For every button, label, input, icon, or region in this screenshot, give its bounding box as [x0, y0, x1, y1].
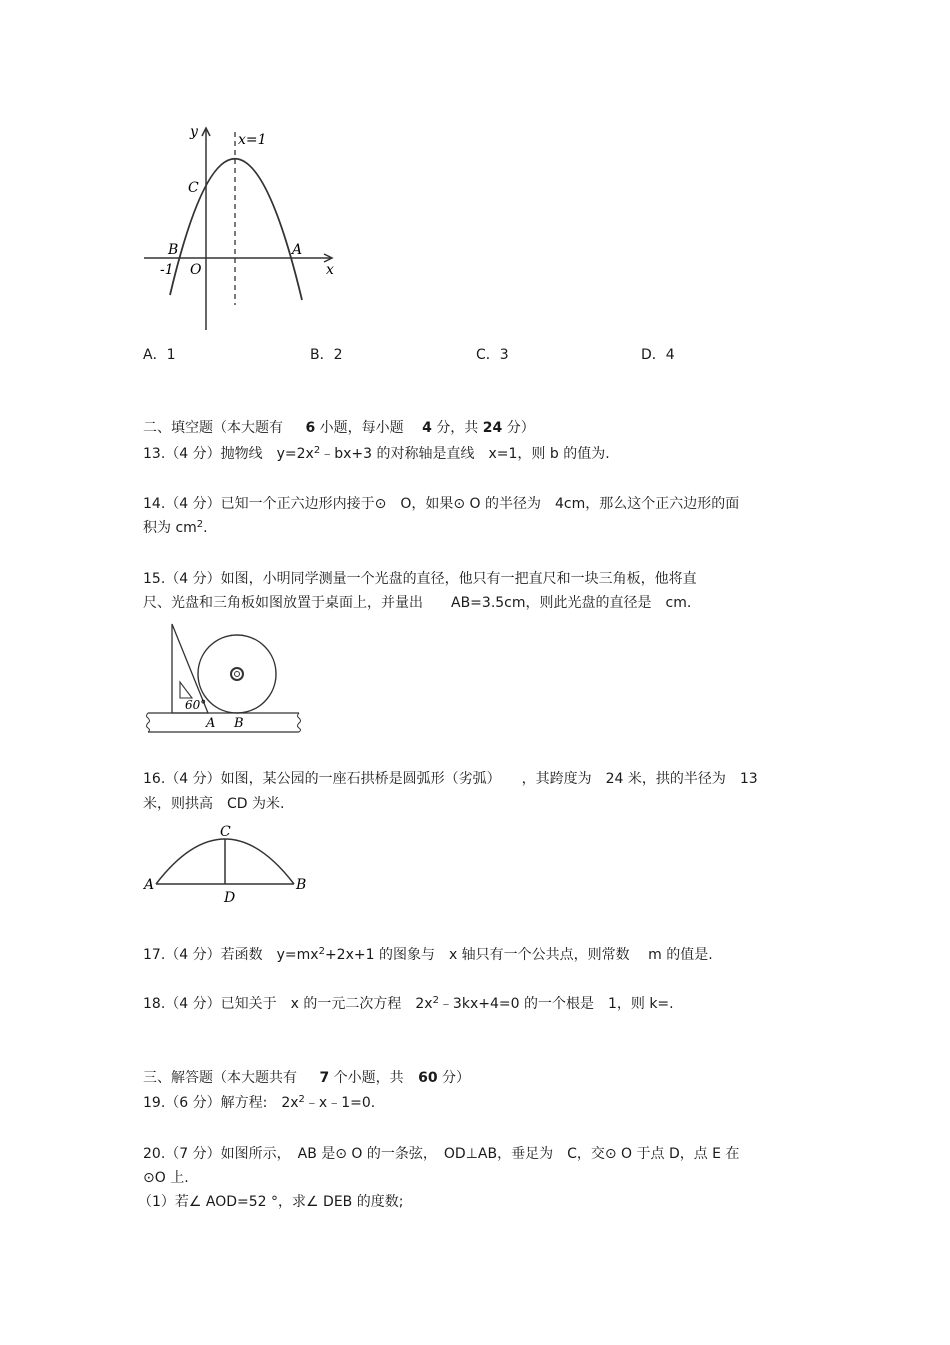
question-17	[143, 946, 713, 964]
section3-post: 分）	[442, 1070, 471, 1086]
q14-exponent: 2	[196, 519, 204, 530]
q19-pre: 19.（6 分）解方程: 2x	[143, 1095, 299, 1111]
q17-exponent: 2	[318, 946, 325, 957]
question-20-line1: 20.（7 分）如图所示， AB 是⊙ O 的一条弦， OD⊥AB，垂足为 C，交⊙ O 于点 D，点 E 在	[143, 1146, 740, 1162]
question-15-line2: 尺、光盘和三角板如图放置于桌面上，并量出 AB=3.5cm，则此光盘的直径是 cm.	[143, 595, 692, 611]
option-d: D．4	[641, 347, 675, 363]
question-20-line2: ⊙O 上.	[143, 1170, 189, 1186]
section2-post: 分）	[506, 420, 535, 436]
disc-hole-inner	[235, 672, 240, 677]
question-14-line1: 14.（4 分）已知一个正六边形内接于⊙ O，如果⊙ O 的半径为 4cm，那么这个正六边形的面	[143, 496, 740, 512]
q13-post: ﹣bx+3 的对称轴是直线 x=1，则 b 的值为.	[320, 446, 610, 462]
q17-post: +2x+1 的图象与 x 轴只有一个公共点，则常数 m 的值是.	[324, 947, 713, 963]
question-20-part1: （1）若∠ AOD=52 °，求∠ DEB 的度数;	[138, 1194, 404, 1210]
section2-mid2: 分，共	[436, 420, 479, 436]
ruler-right-edge	[298, 713, 301, 732]
section3-heading	[143, 1069, 470, 1087]
section2-heading	[143, 419, 535, 437]
y-label: y	[190, 124, 198, 140]
question-16-line2: 米，则拱高 CD 为米.	[143, 796, 285, 812]
q18-exponent: 2	[432, 995, 439, 1006]
section3-pre: 三、解答题（本大题共有	[143, 1070, 297, 1086]
point-c-label: C	[188, 180, 199, 196]
option-c: C．3	[476, 347, 509, 363]
section2-pre: 二、填空题（本大题有	[143, 420, 283, 436]
q18-post: ﹣3kx+4=0 的一个根是 1，则 k=.	[438, 996, 674, 1012]
arch-point-d: D	[224, 890, 236, 906]
arch-point-c: C	[220, 824, 231, 840]
arch-figure	[140, 820, 315, 910]
parabola-figure	[140, 120, 350, 335]
question-18	[143, 995, 674, 1013]
section2-each: 4	[422, 420, 432, 436]
section3-count: 7	[319, 1070, 330, 1086]
q13-pre: 13.（4 分）抛物线 y=2x	[143, 446, 314, 462]
section2-mid1: 小题，每小题	[319, 420, 404, 436]
x-label: x	[326, 262, 334, 278]
option-a: A．1	[143, 347, 176, 363]
q19-exponent: 2	[298, 1094, 305, 1105]
symmetry-label: x=1	[238, 132, 267, 148]
disc-outer	[198, 635, 276, 713]
section2-total: 24	[482, 420, 503, 436]
section3-total: 60	[418, 1070, 438, 1086]
arch-point-a: A	[144, 877, 155, 893]
q19-post: ﹣x﹣1=0.	[304, 1095, 376, 1111]
q18-pre: 18.（4 分）已知关于 x 的一元二次方程 2x	[143, 996, 433, 1012]
triangle-inner	[180, 682, 192, 698]
q14-line2-post: .	[203, 520, 208, 536]
q17-pre: 17.（4 分）若函数 y=mx	[143, 947, 319, 963]
disc-hole-outer	[231, 668, 243, 680]
q13-exponent: 2	[313, 445, 321, 456]
question-19	[143, 1094, 375, 1112]
neg-one-label: -1	[160, 262, 174, 278]
arch-point-b: B	[296, 877, 307, 893]
disc-point-a: A	[206, 716, 216, 731]
question-14-line2	[143, 519, 208, 537]
ruler-left-edge	[147, 713, 150, 732]
option-b: B．2	[310, 347, 343, 363]
question-13	[143, 445, 610, 463]
section3-mid: 个小题，共	[333, 1070, 404, 1086]
origin-label: O	[190, 262, 202, 278]
angle-label: 60°	[185, 698, 207, 712]
disc-figure	[142, 620, 307, 738]
disc-point-b: B	[234, 716, 244, 731]
question-16-line1: 16.（4 分）如图，某公园的一座石拱桥是圆弧形（劣弧） ，其跨度为 24 米，拱的半径为 13	[143, 771, 758, 787]
question-15-line1: 15.（4 分）如图，小明同学测量一个光盘的直径，他只有一把直尺和一块三角板，他将直	[143, 571, 697, 587]
point-b-label: B	[168, 242, 179, 258]
point-a-label: A	[292, 242, 303, 258]
section2-count: 6	[305, 420, 316, 436]
q14-line2-pre: 积为 cm	[143, 520, 197, 536]
